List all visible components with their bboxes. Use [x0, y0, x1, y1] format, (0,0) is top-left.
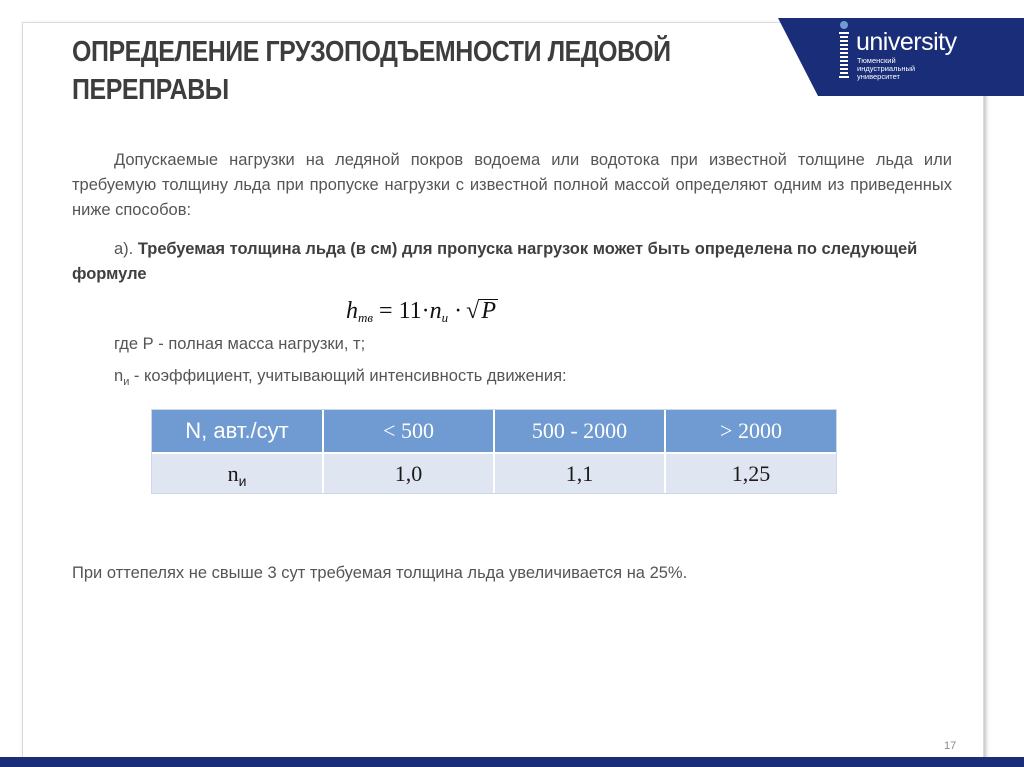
value-cell-over-2000: 1,25 [665, 453, 836, 493]
formula-radicand: P [481, 298, 497, 324]
intro-paragraph: Допускаемые нагрузки на ледяной покров водоема или водотока при известной толщине льда или требуемую толщину льда при пропуске нагрузки с известной полной массой определяют одним из приведенных ниже способов: [72, 151, 952, 219]
formula-lhs: h [346, 298, 358, 324]
row-label-subscript: и [238, 472, 247, 489]
row-label-cell [152, 453, 323, 493]
formula-lhs-subscript: тв [358, 310, 374, 325]
where-n-symbol: n [114, 367, 124, 385]
header-cell-traffic: N, авт./сут [152, 410, 323, 453]
logo-subtitle: Тюменский индустриальный университет [857, 56, 916, 81]
where-p-line: где Р - полная масса нагрузки, т; [114, 335, 366, 353]
thaw-note: При оттепелях не свыше 3 сут требуемая толщина льда увеличивается на 25%. [72, 564, 688, 582]
formula-n-subscript: и [441, 310, 449, 325]
where-n-text: - коэффициент, учитывающий интенсивность движения: [129, 367, 567, 385]
header-cell-under-500: < 500 [323, 410, 494, 453]
where-n-line [114, 364, 567, 391]
formula-dot: · [454, 298, 463, 324]
table-header-row [152, 410, 836, 453]
formula-sqrt [462, 298, 498, 325]
slide-frame [22, 22, 984, 764]
slide-title: ОПРЕДЕЛЕНИЕ ГРУЗОПОДЪЕМНОСТИ ЛЕДОВОЙ ПЕРЕПРАВЫ [72, 36, 671, 106]
sqrt-radical-icon: √ [466, 298, 480, 324]
method-a-prefix: а). [114, 240, 138, 258]
method-a-paragraph [72, 237, 952, 287]
header-cell-500-2000: 500 - 2000 [494, 410, 665, 453]
bottom-bar [0, 757, 1024, 767]
logo-wordmark: university [856, 28, 957, 56]
where-n-subscript: и [123, 376, 130, 388]
page-number: 17 [944, 740, 957, 752]
row-label: n [227, 460, 239, 486]
formula-equals: = 11· [379, 298, 430, 324]
formula-n: n [429, 298, 442, 324]
value-cell-500-2000: 1,1 [494, 453, 665, 493]
header-cell-over-2000: > 2000 [665, 410, 836, 453]
ice-thickness-formula [346, 298, 498, 325]
table-row [152, 453, 836, 493]
value-cell-under-500: 1,0 [323, 453, 494, 493]
university-logo-icon [837, 20, 851, 82]
traffic-coefficient-table [152, 410, 836, 493]
method-a-bold-text: Требуемая толщина льда (в см) для пропуска нагрузок может быть определена по следующей формуле [72, 240, 918, 283]
